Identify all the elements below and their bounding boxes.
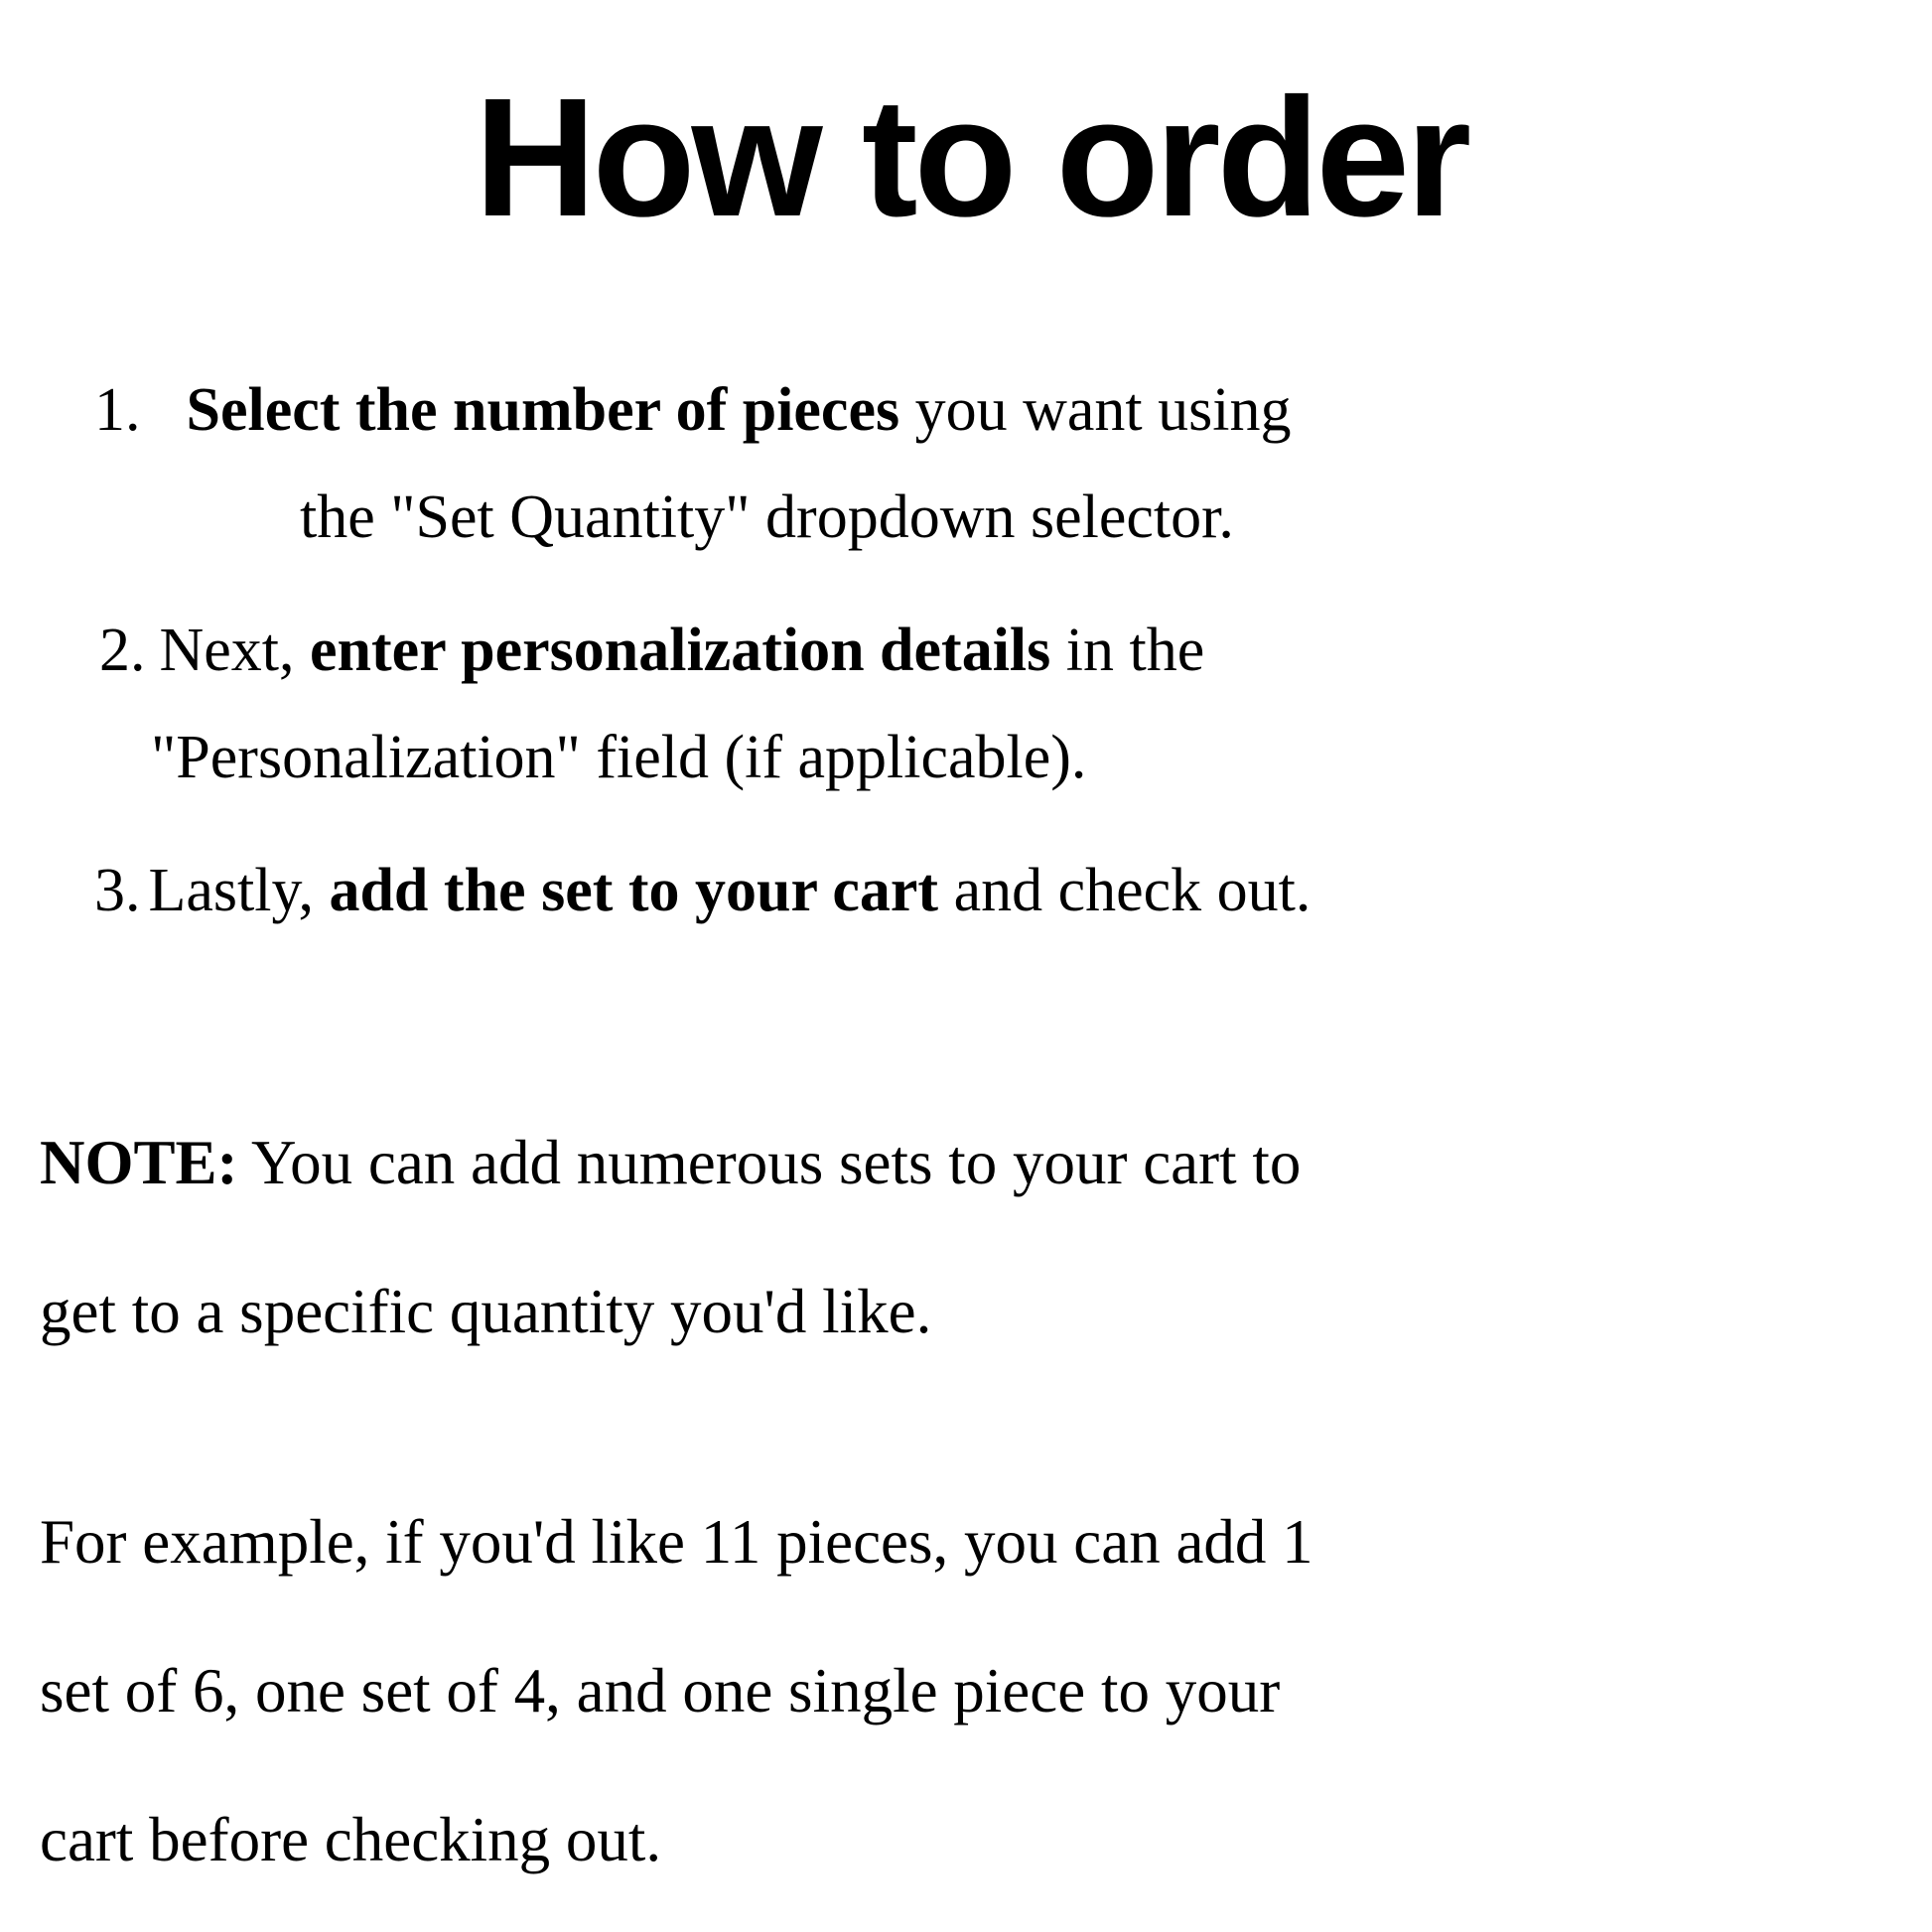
text-segment: set of 6, one set of 4, and one single piece to your xyxy=(40,1655,1281,1725)
example-paragraph xyxy=(40,1467,1902,1914)
ordering-steps-list xyxy=(40,356,1902,944)
example-line xyxy=(40,1467,1902,1616)
note-line xyxy=(40,1237,1902,1386)
text-segment: For example, if you'd like 11 pieces, you can add 1 xyxy=(40,1506,1313,1577)
step-line xyxy=(99,597,1902,704)
step-line xyxy=(300,464,1902,571)
step-number: 2. xyxy=(99,616,146,684)
step-number: 3. xyxy=(94,856,141,924)
example-line xyxy=(40,1616,1902,1765)
text-segment: You can add numerous sets to your cart to xyxy=(237,1127,1302,1197)
step-line xyxy=(94,837,1902,944)
step-item-2 xyxy=(40,597,1902,811)
text-segment: the "Set Quantity" dropdown selector. xyxy=(300,483,1234,551)
note-line xyxy=(40,1088,1902,1237)
step-line xyxy=(94,356,1902,464)
step-line xyxy=(151,704,1902,811)
text-segment: "Personalization" field (if applicable). xyxy=(151,723,1087,791)
text-segment: enter personalization details xyxy=(310,616,1051,684)
step-item-1 xyxy=(40,356,1902,571)
text-segment: Lastly, xyxy=(148,856,330,924)
text-segment: and check out. xyxy=(938,856,1311,924)
text-segment: cart before checking out. xyxy=(40,1804,662,1874)
text-segment: Select the number of pieces xyxy=(186,375,900,444)
text-segment: Next, xyxy=(159,616,311,684)
text-segment: in the xyxy=(1050,616,1205,684)
text-segment: NOTE: xyxy=(40,1127,238,1197)
step-item-3 xyxy=(40,837,1902,944)
example-line xyxy=(40,1765,1902,1914)
text-segment: add the set to your cart xyxy=(329,856,939,924)
step-number: 1. xyxy=(94,375,141,444)
page-title: How to order xyxy=(474,64,1468,252)
text-segment: you want using xyxy=(899,375,1292,444)
text-segment: get to a specific quantity you'd like. xyxy=(40,1276,932,1346)
note-paragraph xyxy=(40,1088,1902,1386)
